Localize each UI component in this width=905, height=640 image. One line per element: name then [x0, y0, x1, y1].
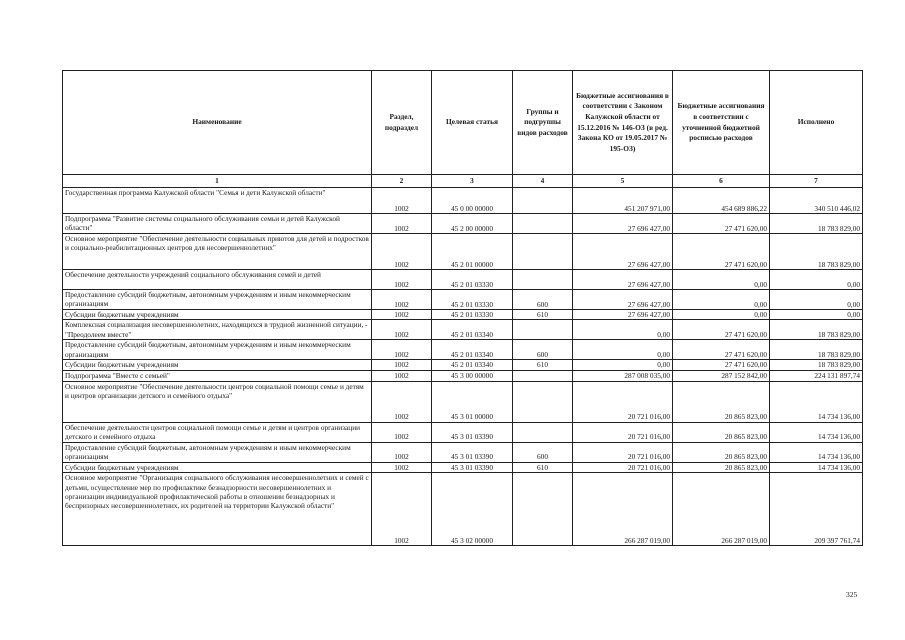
row-law-amount: 0,00	[573, 340, 673, 360]
header-groups: Группы и подгруппы видов расходов	[513, 71, 573, 175]
row-law-amount: 27 696 427,00	[573, 270, 673, 290]
row-target: 45 3 00 00000	[432, 370, 513, 381]
row-law-amount: 27 696 427,00	[573, 290, 673, 310]
row-law-amount: 287 008 035,00	[573, 370, 673, 381]
row-executed-amount: 14 734 136,00	[770, 462, 863, 472]
header-law-allocations: Бюджетные ассигнования в соответствии с Законом Калужской области от 15.12.2016 № 146-ОЗ (в ред. Закона КО от 19.05.2017 № 195-ОЗ)	[573, 71, 673, 175]
table-row	[63, 462, 863, 472]
header-target: Целевая статья	[432, 71, 513, 175]
row-law-amount: 0,00	[573, 360, 673, 370]
column-number: 7	[770, 175, 863, 188]
row-expense-kind	[513, 234, 573, 270]
row-refined-amount: 27 471 620,00	[673, 234, 770, 270]
row-expense-kind	[513, 320, 573, 340]
row-expense-kind: 600	[513, 340, 573, 360]
table-header-row	[63, 71, 863, 175]
row-law-amount: 20 721 016,00	[573, 462, 673, 472]
row-expense-kind	[513, 370, 573, 381]
table-row	[63, 310, 863, 320]
header-section: Раздел, подраздел	[372, 71, 432, 175]
row-name: Комплексная социализация несовершеннолетних, находящихся в трудной жизненной ситуации, - "Преодолеем вместе"	[63, 320, 372, 340]
table-row	[63, 214, 863, 234]
row-refined-amount: 20 865 823,00	[673, 422, 770, 442]
table-row	[63, 188, 863, 214]
table-row	[63, 340, 863, 360]
table-row	[63, 290, 863, 310]
row-expense-kind	[513, 381, 573, 422]
row-section: 1002	[372, 462, 432, 472]
table-row	[63, 234, 863, 270]
row-name: Предоставление субсидий бюджетным, автономным учреждениям и иным некоммерческим организациям	[63, 340, 372, 360]
budget-table	[62, 70, 863, 546]
row-target: 45 3 02 00000	[432, 473, 513, 546]
row-section: 1002	[372, 214, 432, 234]
row-name: Государственная программа Калужской области "Семья и дети Калужской области"	[63, 188, 372, 214]
column-number: 3	[432, 175, 513, 188]
table-row	[63, 360, 863, 370]
row-executed-amount: 18 783 829,00	[770, 214, 863, 234]
table-row	[63, 442, 863, 462]
row-refined-amount: 0,00	[673, 270, 770, 290]
row-executed-amount: 18 783 829,00	[770, 320, 863, 340]
row-refined-amount: 20 865 823,00	[673, 381, 770, 422]
row-name: Предоставление субсидий бюджетным, автономным учреждениям и иным некоммерческим организациям	[63, 290, 372, 310]
column-number: 2	[372, 175, 432, 188]
row-expense-kind	[513, 473, 573, 546]
row-name: Обеспечение деятельности учреждений социального обслуживания семей и детей	[63, 270, 372, 290]
row-executed-amount: 0,00	[770, 290, 863, 310]
row-expense-kind: 610	[513, 462, 573, 472]
row-law-amount: 0,00	[573, 320, 673, 340]
row-expense-kind: 610	[513, 310, 573, 320]
row-executed-amount: 14 734 136,00	[770, 381, 863, 422]
header-name: Наименование	[63, 71, 372, 175]
row-target: 45 2 01 03330	[432, 310, 513, 320]
row-executed-amount: 18 783 829,00	[770, 234, 863, 270]
row-section: 1002	[372, 290, 432, 310]
table-row	[63, 473, 863, 546]
row-target: 45 2 01 03330	[432, 270, 513, 290]
row-name: Субсидии бюджетным учреждениям	[63, 310, 372, 320]
row-section: 1002	[372, 422, 432, 442]
row-name: Субсидии бюджетным учреждениям	[63, 360, 372, 370]
row-law-amount: 20 721 016,00	[573, 442, 673, 462]
row-section: 1002	[372, 320, 432, 340]
row-executed-amount: 224 131 897,74	[770, 370, 863, 381]
row-executed-amount: 0,00	[770, 310, 863, 320]
row-expense-kind: 600	[513, 442, 573, 462]
row-target: 45 3 01 03390	[432, 442, 513, 462]
column-number: 4	[513, 175, 573, 188]
row-section: 1002	[372, 310, 432, 320]
row-section: 1002	[372, 234, 432, 270]
row-expense-kind	[513, 188, 573, 214]
header-executed: Исполнено	[770, 71, 863, 175]
row-executed-amount: 0,00	[770, 270, 863, 290]
row-law-amount: 27 696 427,00	[573, 214, 673, 234]
row-expense-kind	[513, 270, 573, 290]
table-row	[63, 422, 863, 442]
row-executed-amount: 340 510 446,02	[770, 188, 863, 214]
table-row	[63, 320, 863, 340]
row-executed-amount: 14 734 136,00	[770, 422, 863, 442]
row-expense-kind	[513, 214, 573, 234]
column-number: 6	[673, 175, 770, 188]
row-name: Субсидии бюджетным учреждениям	[63, 462, 372, 472]
row-executed-amount: 14 734 136,00	[770, 442, 863, 462]
row-law-amount: 20 721 016,00	[573, 422, 673, 442]
row-name: Обеспечение деятельности центров социальной помощи семье и детям и центров организации детского и семейного отдыха	[63, 422, 372, 442]
column-number-row	[63, 175, 863, 188]
row-target: 45 2 00 00000	[432, 214, 513, 234]
row-section: 1002	[372, 370, 432, 381]
header-refined-allocations: Бюджетные ассигнования в соответствии с уточненной бюджетной росписью расходов	[673, 71, 770, 175]
row-name: Основное мероприятие "Организация социального обслуживания несовершеннолетних и семей с детьми, осуществление мер по профилактике безнадзорности несовершеннолетних и организации индивидуальной профилактической работы в отношении безнадзорных и беспризорных несовершеннолетних, их родителей на территории Калужской области"	[63, 473, 372, 546]
row-name: Подпрограмма "Вместе с семьей"	[63, 370, 372, 381]
row-law-amount: 27 696 427,00	[573, 234, 673, 270]
row-law-amount: 20 721 016,00	[573, 381, 673, 422]
row-target: 45 3 01 03390	[432, 422, 513, 442]
row-target: 45 3 01 03390	[432, 462, 513, 472]
row-executed-amount: 18 783 829,00	[770, 360, 863, 370]
row-refined-amount: 266 287 019,00	[673, 473, 770, 546]
row-law-amount: 27 696 427,00	[573, 310, 673, 320]
row-target: 45 2 01 03340	[432, 340, 513, 360]
row-section: 1002	[372, 442, 432, 462]
column-number: 1	[63, 175, 372, 188]
row-target: 45 2 01 03340	[432, 360, 513, 370]
row-executed-amount: 18 783 829,00	[770, 340, 863, 360]
row-name: Подпрограмма "Развитие системы социального обслуживания семьи и детей Калужской области"	[63, 214, 372, 234]
row-refined-amount: 27 471 620,00	[673, 320, 770, 340]
table-row	[63, 270, 863, 290]
row-name: Основное мероприятие "Обеспечение деятельности социальных приютов для детей и подростков и социально-реабилитационных центров для несовершеннолетних"	[63, 234, 372, 270]
row-refined-amount: 0,00	[673, 310, 770, 320]
row-executed-amount: 209 397 761,74	[770, 473, 863, 546]
table-row	[63, 381, 863, 422]
row-section: 1002	[372, 473, 432, 546]
row-expense-kind: 610	[513, 360, 573, 370]
row-refined-amount: 454 689 886,22	[673, 188, 770, 214]
row-section: 1002	[372, 360, 432, 370]
row-target: 45 3 01 00000	[432, 381, 513, 422]
page-number: 325	[846, 590, 858, 599]
row-expense-kind: 600	[513, 290, 573, 310]
row-target: 45 2 01 00000	[432, 234, 513, 270]
row-refined-amount: 0,00	[673, 290, 770, 310]
row-refined-amount: 27 471 620,00	[673, 340, 770, 360]
row-section: 1002	[372, 340, 432, 360]
row-section: 1002	[372, 270, 432, 290]
row-refined-amount: 20 865 823,00	[673, 442, 770, 462]
column-number: 5	[573, 175, 673, 188]
row-target: 45 2 01 03340	[432, 320, 513, 340]
row-target: 45 2 01 03330	[432, 290, 513, 310]
row-expense-kind	[513, 422, 573, 442]
row-target: 45 0 00 00000	[432, 188, 513, 214]
row-refined-amount: 27 471 620,00	[673, 360, 770, 370]
row-name: Предоставление субсидий бюджетным, автономным учреждениям и иным некоммерческим организациям	[63, 442, 372, 462]
table-row	[63, 370, 863, 381]
row-section: 1002	[372, 381, 432, 422]
row-law-amount: 451 207 971,00	[573, 188, 673, 214]
row-refined-amount: 287 152 842,00	[673, 370, 770, 381]
row-law-amount: 266 287 019,00	[573, 473, 673, 546]
row-refined-amount: 20 865 823,00	[673, 462, 770, 472]
row-name: Основное мероприятие "Обеспечение деятельности центров социальной помощи семье и детям и центров организации детского и семейного отдыха"	[63, 381, 372, 422]
row-refined-amount: 27 471 620,00	[673, 214, 770, 234]
row-section: 1002	[372, 188, 432, 214]
